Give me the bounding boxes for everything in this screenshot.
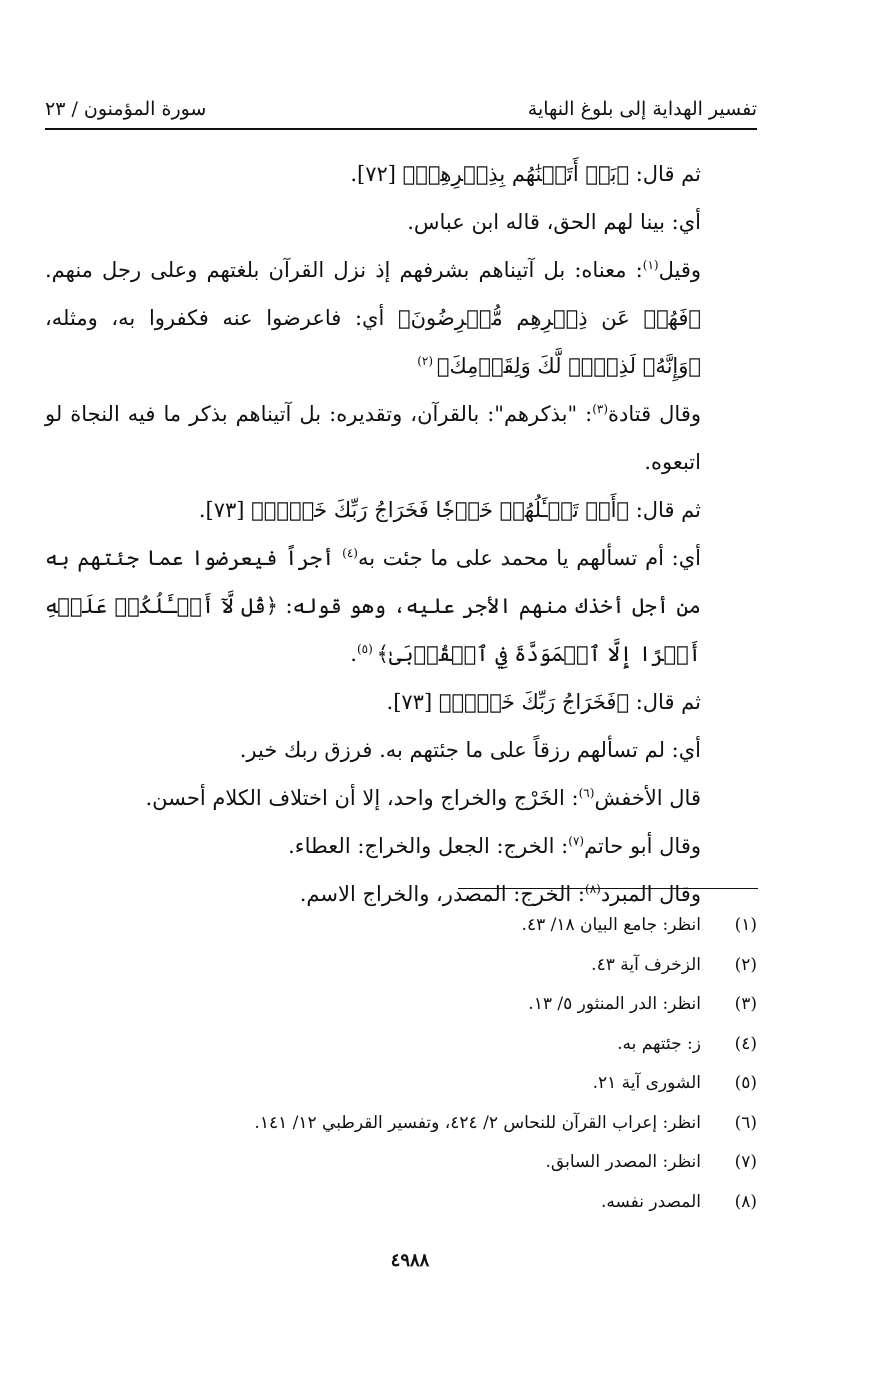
- text-span: : الخرج: الجعل والخراج: العطاء.: [288, 834, 569, 858]
- page-number: ٤٩٨٨: [390, 1250, 430, 1271]
- footnote-number: (٥): [734, 1073, 757, 1093]
- footnote-number: (٣): [734, 994, 757, 1014]
- footnote-text: انظر: الدر المنثور ٥/ ١٣.: [528, 994, 701, 1014]
- footnote-text: الزخرف آية ٤٣.: [591, 954, 701, 975]
- footnote-ref: (٢): [417, 354, 437, 368]
- footnote-ref: (٤): [342, 546, 358, 560]
- footnote-rule: [458, 888, 758, 889]
- footnote: [45, 906, 757, 946]
- footnote-number: (٤): [734, 1033, 757, 1054]
- text-span: وقيل: [658, 258, 701, 282]
- footnote: [45, 946, 757, 986]
- text-span: ثم قال:: [629, 690, 701, 714]
- paragraph: [45, 390, 757, 486]
- sura-label: سورة المؤمنون / ٢٣: [45, 98, 207, 120]
- footnote-number: (٨): [734, 1191, 757, 1212]
- text-span: قال الأخفش: [594, 786, 701, 810]
- text-span: ثم قال:: [629, 162, 701, 186]
- footnote-text: انظر: المصدر السابق.: [545, 1152, 701, 1172]
- footnote: [45, 985, 757, 1025]
- footnote-text: انظر: جامع البيان ١٨/ ٤٣.: [521, 915, 701, 935]
- quran-verse: ﴿أَمۡ تَسۡـَٔلُهُمۡ خَرۡجٗا فَخَرَاجُ رَبِّكَ خَيۡرٞ﴾: [251, 498, 630, 522]
- paragraph: [45, 486, 757, 534]
- text-span: [٧٣].: [198, 498, 252, 522]
- text-span: وقال أبو حاتم: [584, 834, 701, 858]
- footnote-ref: (١): [642, 258, 659, 272]
- paragraph: [45, 774, 757, 822]
- quran-verse: ﴿فَهُمۡ عَن ذِكۡرِهِم مُّعۡرِضُونَ﴾: [398, 306, 701, 330]
- text-span: وقال قتادة: [608, 402, 702, 426]
- text-span: أي: فاعرضوا عنه فكفروا به، ومثله،: [45, 306, 398, 330]
- paragraph: أي: بينا لهم الحق، قاله ابن عباس.: [407, 210, 701, 234]
- running-header: [45, 90, 757, 120]
- footnote-ref: (٧): [568, 834, 585, 848]
- book-title: تفسير الهداية إلى بلوغ النهاية: [527, 98, 757, 120]
- text-span: أجراً فيعرضوا عما جئتهم به من أجل أخذك منهم الأجر عليه، وهو قوله:: [45, 546, 701, 618]
- quran-verse: ﴿فَخَرَاجُ رَبِّكَ خَيۡرٞ﴾: [438, 690, 630, 714]
- text-span: : "بذكرهم": بالقرآن، وتقديره: بل آتيناهم بذكر ما فيه النجاة لو اتبعوه.: [45, 402, 701, 474]
- footnote: [45, 1104, 757, 1144]
- footnote-ref: (٨): [585, 882, 601, 896]
- footnote-text: انظر: إعراب القرآن للنحاس ٢/ ٤٢٤، وتفسير القرطبي ١٢/ ١٤١.: [254, 1112, 701, 1133]
- header-rule: [45, 128, 757, 130]
- footnote-text: ز: جئتهم به.: [617, 1033, 701, 1054]
- footnote: [45, 1025, 757, 1065]
- footnote-text: المصدر نفسه.: [600, 1191, 701, 1212]
- footnote-number: (٧): [734, 1152, 757, 1172]
- paragraph: أي: لم تسألهم رزقاً على ما جئتهم به. فرزق ربك خير.: [239, 738, 701, 762]
- text-span: [٧٣].: [386, 690, 439, 714]
- footnote-text: الشورى آية ٢١.: [592, 1073, 701, 1093]
- paragraph: [45, 534, 757, 678]
- text-span: .: [350, 642, 357, 666]
- main-text: [45, 150, 757, 918]
- quran-verse: ﴿وَإِنَّهُۥ لَذِكۡرٞ لَّكَ وَلِقَوۡمِكَ﴾: [436, 354, 701, 378]
- paragraph: [45, 678, 757, 726]
- text-span: ثم قال:: [629, 498, 701, 522]
- paragraph: [45, 246, 757, 390]
- footnote-ref: (٥): [356, 642, 377, 656]
- footnote-number: (٢): [734, 954, 757, 975]
- text-span: أي: أم تسألهم يا محمد على ما جئت به: [357, 546, 701, 570]
- footnotes: [45, 906, 757, 1222]
- footnote-ref: (٣): [592, 402, 609, 416]
- footnote-number: (٦): [734, 1112, 757, 1133]
- text-span: : الخرج: المصدر، والخراج الاسم.: [299, 882, 585, 906]
- footnote: [45, 1183, 757, 1223]
- text-span: : الخَرْج والخراج واحد، إلا أن اختلاف الكلام أحسن.: [145, 786, 579, 810]
- quran-verse: ﴿بَلۡ أَتَيۡنَٰهُم بِذِكۡرِهِمۡ﴾: [402, 162, 630, 186]
- footnote-number: (١): [734, 915, 757, 935]
- text-span: [٧٢].: [350, 162, 403, 186]
- footnote: [45, 1064, 757, 1104]
- footnote-ref: (٦): [578, 786, 595, 800]
- paragraph: [45, 822, 757, 870]
- paragraph: [45, 150, 757, 198]
- text-span: وقال المبرد: [600, 882, 701, 906]
- text-span: : معناه: بل آتيناهم بشرفهم إذ نزل القرآن بلغتهم وعلى رجل منهم.: [45, 258, 643, 282]
- quran-verse: ﴿قُل لَّآ أَسۡـَٔلُكُمۡ عَلَيۡهِ أَجۡرًا إِلَّا ٱلۡمَوَدَّةَ فِي ٱلۡقُرۡبَىٰ﴾: [45, 594, 701, 666]
- footnote: [45, 1143, 757, 1183]
